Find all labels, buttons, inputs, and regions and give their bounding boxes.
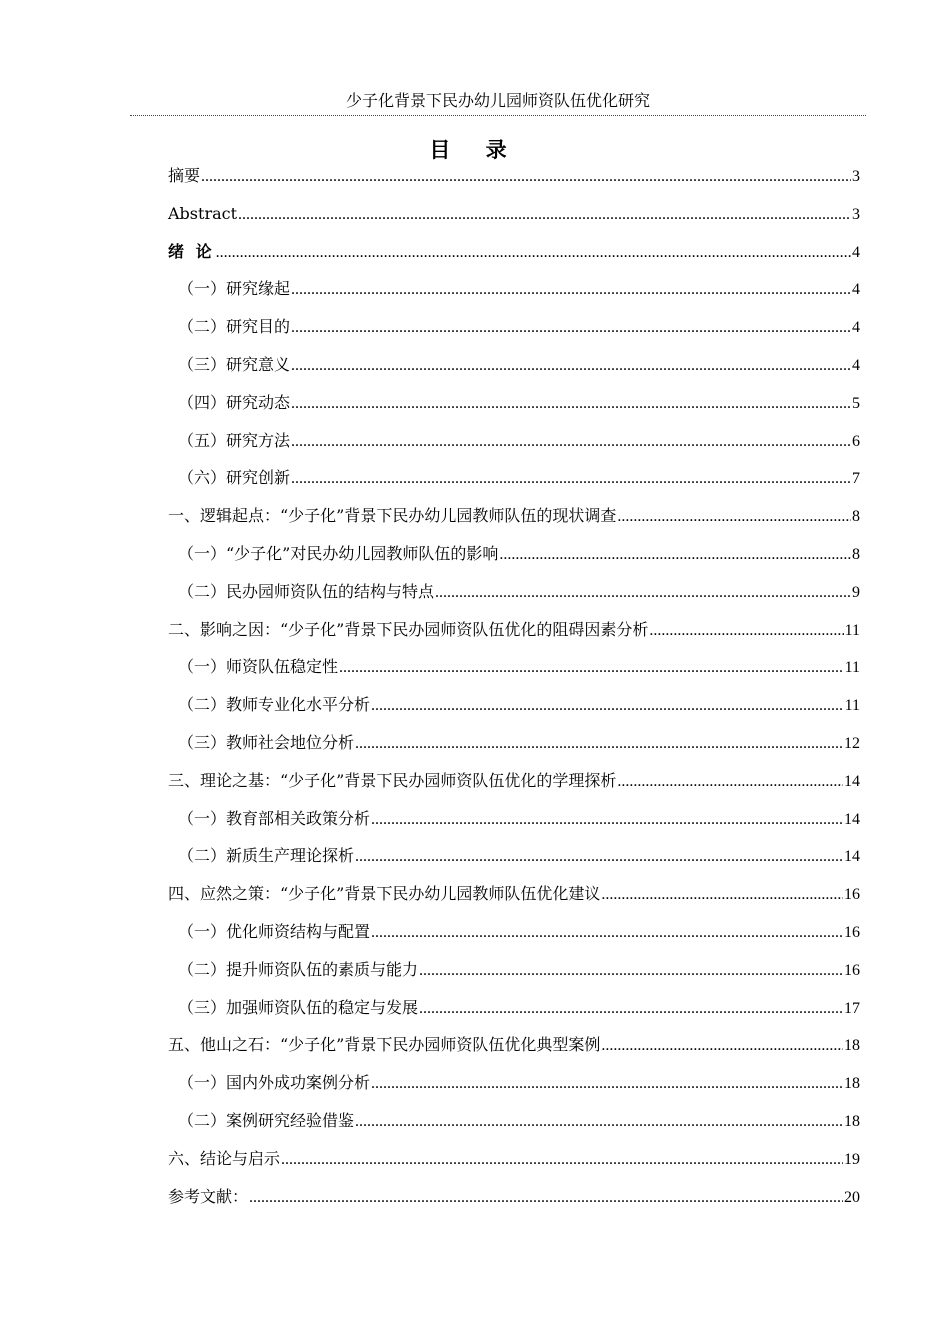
- header-rule: [130, 115, 866, 116]
- toc-entry[interactable]: [168, 1026, 860, 1064]
- toc-entry-label: （一）教育部相关政策分析: [178, 808, 371, 828]
- toc-entry[interactable]: [168, 346, 860, 384]
- toc-entry-page-number: 4: [852, 281, 860, 299]
- dot-leader: [355, 838, 843, 876]
- dot-leader: [291, 385, 851, 423]
- toc-entry-label: （一）国内外成功案例分析: [178, 1073, 371, 1093]
- toc-entry[interactable]: [168, 800, 860, 838]
- toc-entry-label: （四）研究动态: [178, 392, 291, 412]
- toc-entry[interactable]: [168, 270, 860, 308]
- toc-entry[interactable]: [168, 157, 860, 195]
- toc-entry-label: 六、结论与启示: [168, 1148, 281, 1168]
- dot-leader: [649, 612, 843, 650]
- toc-entry-label: （二）案例研究经验借鉴: [178, 1110, 355, 1130]
- toc-entry[interactable]: [168, 1140, 860, 1178]
- toc-entry[interactable]: [168, 459, 860, 497]
- toc-entry-page-number: 4: [852, 319, 860, 337]
- dot-leader: [419, 952, 843, 990]
- toc-entry-label: （三）教师社会地位分析: [178, 732, 355, 752]
- dot-leader: [371, 1065, 843, 1103]
- toc-entry-label: （五）研究方法: [178, 430, 291, 450]
- dot-leader: [201, 158, 851, 196]
- toc-entry-page-number: 16: [844, 923, 860, 941]
- toc-entry-page-number: 17: [844, 999, 860, 1017]
- toc-entry-label: （三）加强师资队伍的稳定与发展: [178, 997, 419, 1017]
- table-of-contents: [168, 157, 860, 1215]
- dot-leader: [281, 1141, 843, 1179]
- toc-entry[interactable]: [168, 611, 860, 649]
- toc-entry[interactable]: [168, 233, 860, 271]
- toc-entry[interactable]: [168, 535, 860, 573]
- toc-entry-label: 二、影响之因：“少子化”背景下民办园师资队伍优化的阻碍因素分析: [168, 619, 649, 639]
- toc-entry-label: （一）研究缘起: [178, 279, 291, 299]
- dot-leader: [355, 725, 843, 763]
- toc-entry[interactable]: [168, 384, 860, 422]
- dot-leader: [371, 801, 843, 839]
- dot-leader: [499, 536, 851, 574]
- toc-entry-page-number: 4: [852, 243, 860, 261]
- toc-entry-label: 三、理论之基：“少子化”背景下民办园师资队伍优化的学理探析: [168, 770, 617, 790]
- dot-leader: [291, 309, 851, 347]
- dot-leader: [238, 196, 851, 234]
- running-header: 少子化背景下民办幼儿园师资队伍优化研究: [345, 91, 650, 110]
- toc-entry-page-number: 20: [844, 1188, 860, 1206]
- toc-entry-page-number: 9: [852, 583, 860, 601]
- dot-leader: [355, 1103, 843, 1141]
- toc-entry[interactable]: [168, 913, 860, 951]
- toc-entry-page-number: 12: [844, 734, 860, 752]
- toc-entry[interactable]: [168, 989, 860, 1027]
- toc-entry[interactable]: [168, 648, 860, 686]
- dot-leader: [617, 763, 843, 801]
- dot-leader: [601, 876, 843, 914]
- dot-leader: [249, 1179, 843, 1217]
- dot-leader: [339, 649, 844, 687]
- toc-entry-page-number: 19: [844, 1150, 860, 1168]
- toc-entry-label: （一）优化师资结构与配置: [178, 921, 371, 941]
- toc-entry-label: （三）研究意义: [178, 354, 291, 374]
- dot-leader: [291, 347, 851, 385]
- toc-entry[interactable]: [168, 724, 860, 762]
- toc-entry-page-number: 18: [844, 1037, 860, 1055]
- toc-entry[interactable]: [168, 1178, 860, 1216]
- toc-entry-label: 绪 论: [168, 241, 215, 261]
- toc-entry-page-number: 14: [844, 772, 860, 790]
- toc-entry-page-number: 3: [852, 168, 860, 185]
- toc-entry-page-number: 18: [844, 1112, 860, 1130]
- dot-leader: [371, 687, 844, 725]
- toc-entry-page-number: 14: [844, 848, 860, 866]
- toc-entry[interactable]: [168, 951, 860, 989]
- toc-entry-label: 参考文献：: [168, 1186, 249, 1206]
- dot-leader: [419, 990, 843, 1028]
- dot-leader: [291, 423, 851, 461]
- toc-entry-label: 五、他山之石：“少子化”背景下民办园师资队伍优化典型案例: [168, 1035, 601, 1055]
- toc-entry-label: （一）“少子化”对民办幼儿园教师队伍的影响: [178, 543, 499, 563]
- toc-entry-page-number: 11: [844, 659, 860, 677]
- toc-entry-label: Abstract: [168, 203, 238, 223]
- toc-entry-label: （二）新质生产理论探析: [178, 846, 355, 866]
- toc-entry-page-number: 8: [852, 545, 860, 563]
- toc-entry-label: （六）研究创新: [178, 468, 291, 488]
- toc-entry[interactable]: [168, 308, 860, 346]
- toc-entry-label: 摘要: [168, 166, 201, 185]
- toc-entry-page-number: 18: [844, 1075, 860, 1093]
- dot-leader: [617, 498, 851, 536]
- dot-leader: [291, 460, 851, 498]
- toc-entry-label: （二）民办园师资队伍的结构与特点: [178, 581, 435, 601]
- dot-leader: [601, 1027, 843, 1065]
- toc-entry-label: （二）提升师资队伍的素质与能力: [178, 959, 419, 979]
- toc-entry[interactable]: [168, 875, 860, 913]
- toc-entry-page-number: 16: [844, 961, 860, 979]
- toc-entry-label: （二）教师专业化水平分析: [178, 695, 371, 715]
- toc-entry-label: （二）研究目的: [178, 317, 291, 337]
- toc-entry[interactable]: [168, 195, 860, 233]
- toc-entry[interactable]: [168, 573, 860, 611]
- toc-entry[interactable]: [168, 686, 860, 724]
- toc-entry-label: 一、逻辑起点：“少子化”背景下民办幼儿园教师队伍的现状调查: [168, 506, 617, 526]
- toc-entry-page-number: 11: [844, 621, 860, 639]
- toc-entry[interactable]: [168, 837, 860, 875]
- toc-entry-page-number: 11: [844, 697, 860, 715]
- dot-leader: [291, 271, 851, 309]
- dot-leader: [435, 574, 851, 612]
- toc-title: 目 录: [429, 137, 521, 162]
- dot-leader: [216, 234, 851, 272]
- toc-entry-page-number: 7: [852, 470, 860, 488]
- toc-entry-page-number: 3: [852, 205, 860, 223]
- toc-entry-page-number: 16: [844, 886, 860, 904]
- toc-entry-label: （一）师资队伍稳定性: [178, 657, 339, 677]
- toc-entry-page-number: 4: [852, 356, 860, 374]
- dot-leader: [371, 914, 843, 952]
- toc-entry-page-number: 8: [852, 508, 860, 526]
- toc-entry-label: 四、应然之策：“少子化”背景下民办幼儿园教师队伍优化建议: [168, 884, 601, 904]
- toc-entry-page-number: 6: [852, 432, 860, 450]
- toc-entry[interactable]: [168, 1064, 860, 1102]
- toc-entry[interactable]: [168, 762, 860, 800]
- toc-entry-page-number: 14: [844, 810, 860, 828]
- toc-entry[interactable]: [168, 497, 860, 535]
- toc-entry[interactable]: [168, 1102, 860, 1140]
- toc-entry-page-number: 5: [852, 394, 860, 412]
- toc-entry[interactable]: [168, 422, 860, 460]
